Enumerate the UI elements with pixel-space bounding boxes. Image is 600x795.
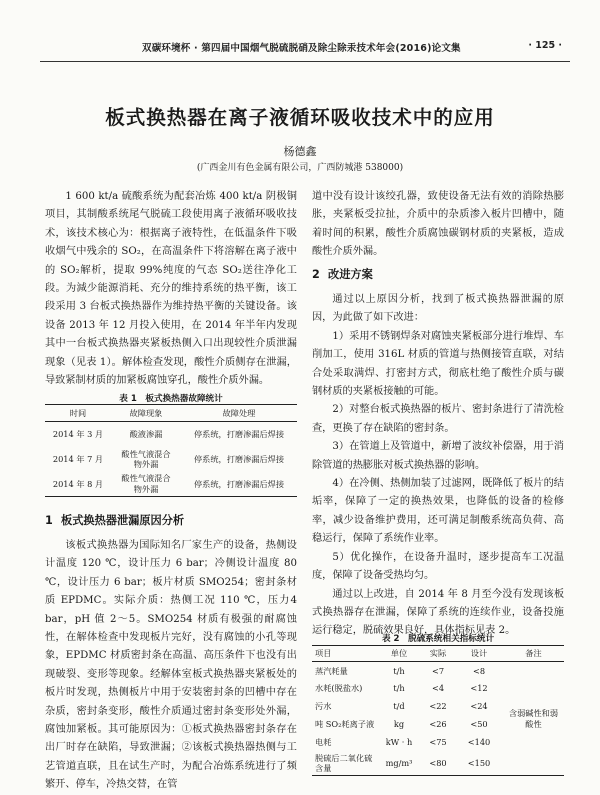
table-cell: <7 <box>431 665 445 676</box>
table-cell: kW · h <box>385 737 413 748</box>
table-cell: <22 <box>429 701 447 712</box>
section-title: 板式换热器泄漏原因分析 <box>61 514 185 527</box>
table-header-cell: 时间 <box>69 407 87 418</box>
header-conference-title: 双碳环境杯 · 第四届中国烟气脱硫脱硝及除尘除汞技术年会(2016)论文集 <box>142 43 461 54</box>
page-number: · 125 · <box>528 40 562 51</box>
table-header-cell: 实际 <box>429 648 447 659</box>
table-row <box>45 447 297 472</box>
table-cell: 2014 年 8 月 <box>52 478 104 489</box>
running-header <box>0 34 600 54</box>
table-cell: mg/m³ <box>385 758 413 768</box>
table-cell: 污水 <box>315 701 332 712</box>
table-header-row <box>45 405 297 422</box>
table-cell: t/h <box>393 683 405 694</box>
table-cell: 酸性气液混合物外漏 <box>121 448 171 469</box>
section-1-body <box>45 537 297 795</box>
body-paragraph: 2）对整台板式换热器的板片、密封条进行了清洗检查，更换了存在缺陷的密封条。 <box>312 404 564 434</box>
table-cell: <12 <box>470 683 488 694</box>
table-cell: t/d <box>393 701 405 712</box>
affiliation: (广西金川有色金属有限公司，广西防城港 538000) <box>196 163 404 173</box>
body-paragraph: 4）在冷侧、热侧加装了过滤网，既降低了板片的结垢率，保障了一定的换热效果，也降低的设备的检修率，减少设备维护费用，还可满足制酸系统高负荷、高稳运行，保障了系统作业率。 <box>312 478 564 545</box>
table2-caption: 表 2 脱硫系统相关指标统计 <box>381 634 495 644</box>
table2 <box>312 645 564 776</box>
left-intro <box>45 188 297 390</box>
table-cell: 脱硫后二氧化硫含量 <box>315 753 373 774</box>
body-paragraph: 该板式换热器为国际知名厂家生产的设备，热侧设计温度 120 ℃，设计压力 6 bar；冷侧设计温度 80 ℃，设计压力 6 bar；板片材质 SMO254；密封条材质 EPDMC。实际介质：热侧工况 110 ℃，压力4 bar，pH 值 2～5。SMO254 材质有极强的耐腐蚀性，在解体检查中发现板片完好，没有腐蚀的小孔等现象，EPDMC 材质密封条在高温、高压条件下也没有出现破裂、变形等现象。经解体室板式换热器夹紧板处的板片时发现，热侧板片中用于安装密封条的凹槽中存在杂质，密封条变形，酸性介质通过密封条变形处外漏，腐蚀加紧板。其可能原因为：①板式换热器密封条存在出厂时存在缺陷，导致泄漏；②该板式换热器热侧与工艺管道直联，且在试生产时，为配合冶炼系统进行了频繁开、停车，冷热交替，在管 <box>45 540 297 791</box>
table1-caption: 表 1 板式换热器故障统计 <box>119 394 223 404</box>
body-paragraph: 通过以上原因分析，找到了板式换热器泄漏的原因，为此做了如下改进： <box>312 294 564 324</box>
section-2-body <box>312 291 564 641</box>
table-header-cell: 备注 <box>525 648 542 659</box>
table-cell: 电耗 <box>315 737 332 748</box>
body-paragraph: 1）采用不锈钢焊条对腐蚀夹紧板部分进行堆焊、车削加工，使用 316L 材质的管道与热侧接管直联，对结合处采取满焊、打密封方式，彻底杜绝了酸性介质与碳钢材质的夹紧板接触的可能。 <box>312 330 564 398</box>
table-cell: 酸性气液混合物外漏 <box>121 473 171 494</box>
table-cell: t/h <box>393 665 405 676</box>
table-note-cell: 含弱碱性和弱酸性 <box>508 707 559 729</box>
table-cell: 蒸汽耗量 <box>315 665 348 676</box>
table-cell: 吨 SO₂耗离子液 <box>315 719 375 730</box>
table-header-cell: 单位 <box>390 648 408 659</box>
table-header-cell: 设计 <box>470 648 488 659</box>
body-paragraph: 通过以上改进，自 2014 年 8 月至今没有发现该板式换热器存在泄漏，保障了系统的连续作业，设备投施运行稳定，脱硫效果良好，具体指标见表 2。 <box>312 588 564 637</box>
table-cell: <24 <box>470 701 488 712</box>
table-cell: <140 <box>467 737 491 748</box>
body-paragraph: 3）在管道上及管道中，新增了波纹补偿器，用于消除管道的热膨胀对板式换热器的影响。 <box>312 441 564 471</box>
section-title: 改进方案 <box>328 268 373 281</box>
header-rule <box>40 61 570 62</box>
section-number: 2 <box>312 268 320 281</box>
table-cell: 酸液渗漏 <box>129 429 163 439</box>
table-header-cell: 故障现象 <box>129 407 163 418</box>
table-header-cell: 故障处理 <box>222 407 256 418</box>
table-header-cell: 项目 <box>315 648 332 659</box>
table-cell: 停系统，打磨渗漏后焊接 <box>193 478 285 489</box>
paper-title: 板式换热器在离子液循环吸收技术中的应用 <box>105 106 495 129</box>
table-header-row <box>312 646 564 662</box>
intro-paragraph: 1 600 kt/a 硫酸系统为配套冶炼 400 kt/a 阴极铜项目，其制酸系统尾气脱硫工段使用离子液循环吸收技术，该技术核心为：根据离子液特性，在低温条件下吸收烟气中残余的 SO₂，在高温条件下将溶解在离子液中的 SO₂解析，提取 99%纯度的气态 SO₂送往净化工段。为減少能源消耗、充分的维持系统的热平衡，该工段采用 3 台板式换热器作为维持热平衡的关键设备。该设备 2013 年 12 月投入使用，在 2014 年半年内发现其中一台板式换热器夹紧板热侧入口出现较性介质泄漏现象（见表 1）。解体检查发现，酸性介质侧存在泄漏，导致紧制材质的加紧板腐蚀穿孔，酸性介质外漏。 <box>45 191 297 387</box>
section-1-heading <box>45 512 184 530</box>
section-2-heading <box>312 266 373 284</box>
continued-paragraph: 道中没有设计该绞孔器，致使设备无法有效的消除热膨胀，夹紧板受拉扯，介质中的杂质渗入板片凹槽中，随着时间的积累，酸性介质腐蚀碳钢材质的夹紧板，造成酸性介质外漏。 <box>312 191 564 258</box>
body-paragraph: 5）优化操作，在设备升温时，逐步提高车工况温度，保障了设备受热均匀。 <box>312 551 564 582</box>
author: 杨德鑫 <box>283 145 317 158</box>
table-cell: 2014 年 3 月 <box>52 429 104 439</box>
table-cell: <4 <box>431 683 445 694</box>
table-cell: 停系统，打磨渗漏后焊接 <box>193 429 285 439</box>
section-number: 1 <box>45 514 53 527</box>
table-cell: <26 <box>429 719 447 730</box>
table-cell: <150 <box>467 758 491 768</box>
table-cell: <50 <box>470 719 488 730</box>
table-cell: 2014 年 7 月 <box>52 453 104 464</box>
right-intro <box>312 188 564 262</box>
table-cell: 停系统，打磨渗漏后焊接 <box>193 453 285 464</box>
table-cell: <75 <box>429 737 447 748</box>
table-cell: <8 <box>472 665 486 676</box>
table1 <box>45 404 297 497</box>
table-cell: <80 <box>429 758 447 768</box>
table-cell: 水耗(脱盐水) <box>315 683 363 694</box>
table-row <box>45 472 297 497</box>
table-row <box>45 422 297 447</box>
table-cell: kg <box>393 719 405 730</box>
table-row <box>312 662 564 680</box>
